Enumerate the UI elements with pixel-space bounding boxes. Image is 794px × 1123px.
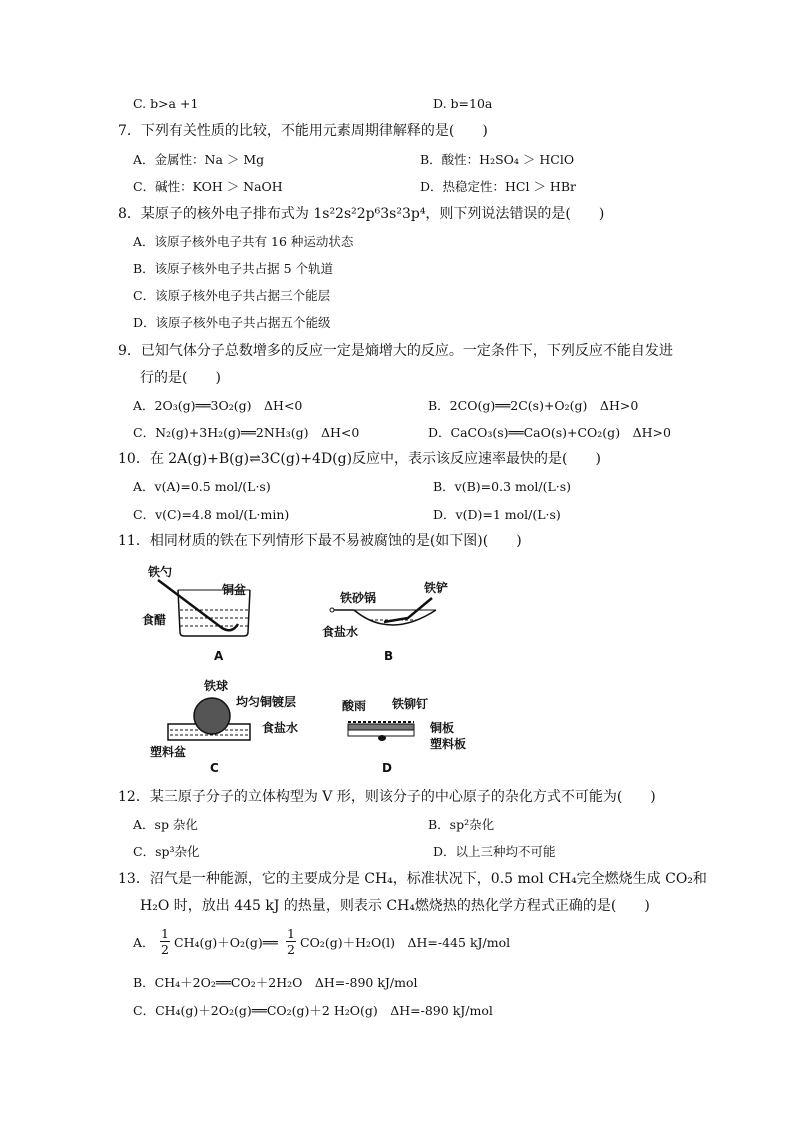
- q9-option-b: B．2CO(g)══2C(s)+O₂(g) ΔH>0: [428, 398, 639, 413]
- fraction-half: [284, 926, 298, 957]
- q8-stem: 8．某原子的核外电子排布式为 1s²2s²2p⁶3s²3p⁴，则下列说法错误的是( ): [118, 206, 605, 222]
- q8-option-c: C．该原子核外电子共占据三个能层: [133, 288, 331, 303]
- q6-option-c: C. b>a +1: [133, 96, 199, 111]
- q12-option-b: B．sp²杂化: [428, 817, 495, 832]
- figure-a-label-spoon: 铁勺: [148, 565, 173, 579]
- q10-stem: 10．在 2A(g)+B(g)⇌3C(g)+4D(g)反应中，表示该反应速率最快的是( ): [118, 451, 601, 467]
- figure-d: [342, 696, 482, 776]
- figure-b-label-spatula: 铁铲: [424, 581, 449, 595]
- figure-a-label-basin: 铜盆: [222, 583, 247, 597]
- iron-rivet-shape: [378, 735, 386, 741]
- q9-option-c: C．N₂(g)+3H₂(g)══2NH₃(g) ΔH<0: [133, 425, 360, 440]
- q7-option-a: A．金属性：Na ＞ Mg: [133, 152, 265, 167]
- q7-option-c: C．碱性：KOH ＞ NaOH: [133, 179, 283, 194]
- q7-option-d: D．热稳定性：HCl ＞ HBr: [420, 179, 576, 194]
- q12-option-d: D．以上三种均不可能: [433, 844, 556, 859]
- figure-c-label-saltwater: 食盐水: [262, 721, 299, 735]
- figure-c-letter: C: [210, 761, 219, 775]
- q13-option-b: B．CH₄＋2O₂══CO₂＋2H₂O ΔH=-890 kJ/mol: [133, 975, 418, 990]
- figure-d-label-rivet: 铁铆钉: [392, 697, 429, 711]
- fraction-numerator: 1: [287, 926, 295, 941]
- figure-b-label-pot: 铁砂锅: [340, 591, 377, 605]
- q6-option-d: D. b=10a: [433, 96, 493, 111]
- q10-option-a: A．v(A)=0.5 mol/(L·s): [133, 479, 271, 494]
- figure-c-label-plating: 均匀铜镀层: [236, 695, 297, 709]
- q9-option-d: D．CaCO₃(s)══CaO(s)+CO₂(g) ΔH>0: [428, 425, 671, 440]
- q8-option-d: D．该原子核外电子共占据五个能级: [133, 315, 331, 330]
- fraction-denominator: 2: [287, 942, 295, 957]
- q13-stem-line1: 13．沼气是一种能源，它的主要成分是 CH₄，标准状况下，0.5 mol CH₄完全燃烧生成 CO₂和: [118, 871, 707, 887]
- q13-option-c: C．CH₄(g)＋2O₂(g)══CO₂(g)＋2 H₂O(g) ΔH=-890 kJ/mol: [133, 1003, 493, 1018]
- figure-c: [150, 676, 320, 776]
- figure-b-letter: B: [384, 649, 394, 663]
- figure-d-label-acidrain: 酸雨: [342, 699, 367, 713]
- q8-option-a: A．该原子核外电子共有 16 种运动状态: [133, 234, 354, 249]
- figure-b: [320, 578, 470, 673]
- iron-ball-shape: [194, 698, 230, 734]
- fraction-denominator: 2: [161, 942, 169, 957]
- q10-option-c: C．v(C)=4.8 mol/(L·min): [133, 507, 290, 522]
- q9-stem-line2: 行的是( ): [140, 370, 221, 386]
- q11-stem: 11．相同材质的铁在下列情形下最不易被腐蚀的是(如下图)( ): [118, 533, 522, 549]
- q10-option-b: B．v(B)=0.3 mol/(L·s): [433, 479, 572, 494]
- q9-option-a: A．2O₃(g)══3O₂(g) ΔH<0: [133, 398, 303, 413]
- q13-option-a-prefix: A．: [133, 935, 155, 950]
- figure-c-label-ball: 铁球: [204, 679, 229, 693]
- q8-option-b: B．该原子核外电子共占据 5 个轨道: [133, 261, 334, 276]
- q12-option-c: C．sp³杂化: [133, 844, 200, 859]
- q13-stem-line2: H₂O 时，放出 445 kJ 的热量，则表示 CH₄燃烧热的热化学方程式正确的是( ): [140, 898, 650, 914]
- figure-a: [140, 560, 270, 670]
- q12-stem: 12．某三原子分子的立体构型为 V 形，则该分子的中心原子的杂化方式不可能为( ): [118, 789, 656, 805]
- figure-d-label-copper: 铜板: [430, 721, 455, 735]
- q12-option-a: A．sp 杂化: [133, 817, 198, 832]
- figure-c-label-basin: 塑料盆: [150, 745, 187, 759]
- figure-d-label-plastic: 塑料板: [430, 737, 467, 751]
- figure-b-label-saltwater: 食盐水: [322, 625, 359, 639]
- q10-option-d: D．v(D)=1 mol/(L·s): [433, 507, 561, 522]
- pot-handle-ring: [330, 608, 334, 612]
- copper-plate-shape: [348, 724, 414, 730]
- figure-d-letter: D: [382, 761, 392, 775]
- figure-a-letter: A: [214, 649, 224, 663]
- fraction-half: [158, 926, 172, 957]
- figure-a-label-vinegar: 食醋: [142, 613, 167, 627]
- q9-stem-line1: 9．已知气体分子总数增多的反应一定是熵增大的反应。一定条件下，下列反应不能自发进: [118, 343, 673, 359]
- fraction-numerator: 1: [161, 926, 169, 941]
- q13-option-a-part2: CO₂(g)＋H₂O(l) ΔH=-445 kJ/mol: [300, 935, 511, 950]
- q7-option-b: B．酸性：H₂SO₄ ＞ HClO: [420, 152, 575, 167]
- q7-stem: 7．下列有关性质的比较，不能用元素周期律解释的是( ): [118, 123, 488, 139]
- q13-option-a-part1: CH₄(g)＋O₂(g)══: [174, 935, 278, 950]
- iron-pot-shape: [354, 610, 436, 625]
